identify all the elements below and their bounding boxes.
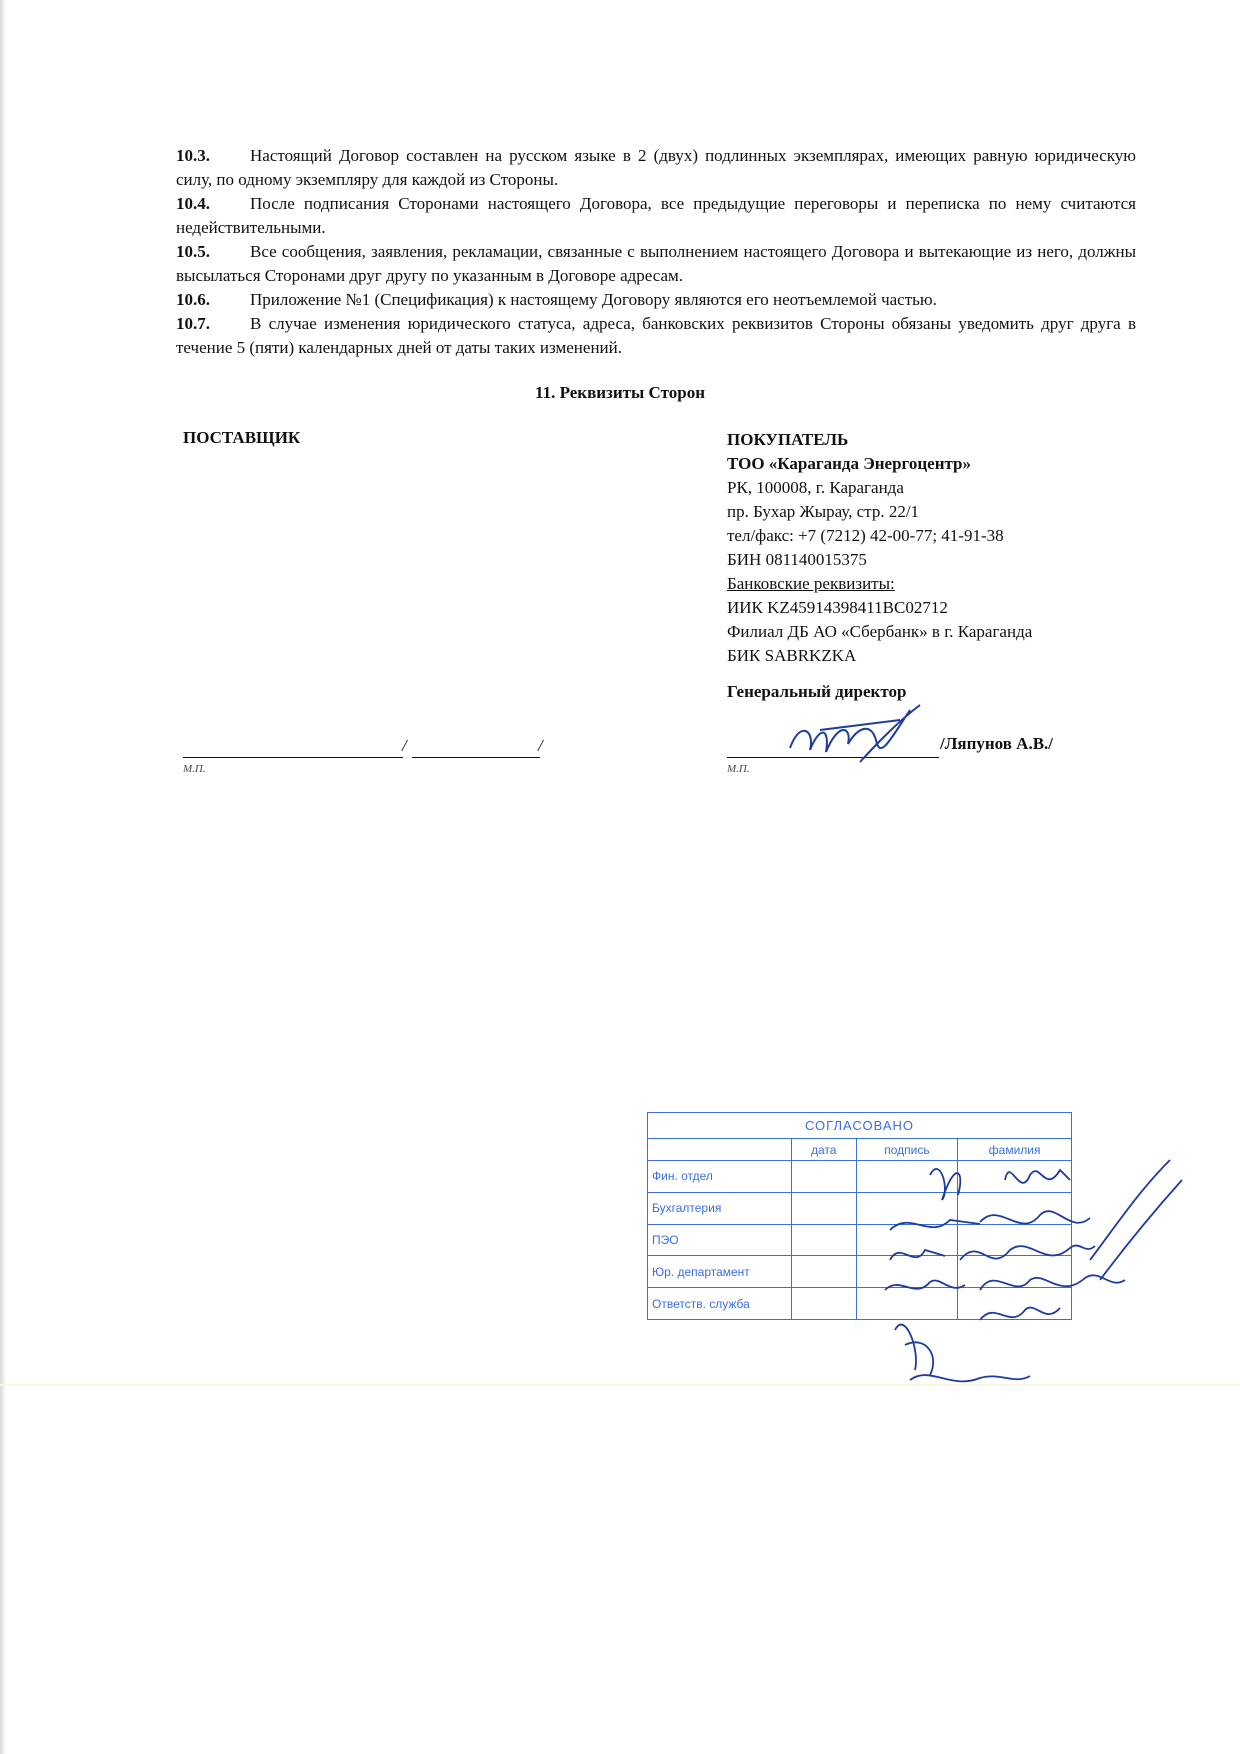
- supplier-signature-line: [183, 757, 403, 758]
- buyer-label: ПОКУПАТЕЛЬ: [727, 430, 849, 449]
- buyer-position: Генеральный директор: [727, 682, 907, 701]
- clause-text: Все сообщения, заявления, рекламации, связанные с выполнением настоящего Договора и вытекающие из него, должны высылаться Сторонами друг другу по указанным в Договоре адресам.: [176, 242, 1136, 285]
- slash-divider: /: [538, 736, 543, 755]
- buyer-details: [727, 428, 1032, 668]
- clause-10-3: [176, 144, 1136, 192]
- buyer-seal-place: М.П.: [727, 763, 750, 775]
- stamp-col-signature: подпись: [856, 1139, 958, 1161]
- stamp-title: СОГЛАСОВАНО: [648, 1113, 1072, 1139]
- supplier-label: ПОСТАВЩИК: [183, 428, 301, 447]
- stamp-col-date: дата: [792, 1139, 857, 1161]
- buyer-address-line2: пр. Бухар Жырау, стр. 22/1: [727, 502, 920, 521]
- scan-artifact-line: [0, 1384, 1240, 1386]
- supplier-seal-place: М.П.: [183, 763, 206, 775]
- clause-number: 10.7.: [176, 314, 210, 333]
- clause-10-5: [176, 240, 1136, 288]
- stamp-col-surname: фамилия: [958, 1139, 1072, 1161]
- clause-number: 10.6.: [176, 290, 210, 309]
- clause-text: Приложение №1 (Спецификация) к настоящему Договору являются его неотъемлемой частью.: [250, 290, 937, 309]
- clause-text: После подписания Сторонами настоящего Договора, все предыдущие переговоры и переписка по нему считаются недействительными.: [176, 194, 1136, 237]
- clause-number: 10.5.: [176, 242, 210, 261]
- stamp-row-label: Ответств. служба: [648, 1288, 792, 1320]
- clause-10-6: [176, 288, 1136, 312]
- clause-10-7: [176, 312, 1136, 360]
- clause-10-4: [176, 192, 1136, 240]
- stamp-header-blank: [648, 1139, 792, 1161]
- approval-handwriting: [870, 1150, 1190, 1390]
- buyer-address-line1: РК, 100008, г. Караганда: [727, 478, 904, 497]
- buyer-bank: Филиал ДБ АО «Сбербанк» в г. Караганда: [727, 622, 1033, 641]
- clause-number: 10.3.: [176, 146, 210, 165]
- stamp-row-label: Фин. отдел: [648, 1161, 792, 1193]
- buyer-signatory: /Ляпунов А.В./: [940, 734, 1054, 753]
- buyer-phone: тел/факс: +7 (7212) 42-00-77; 41-91-38: [727, 526, 1004, 545]
- bank-details-heading: Банковские реквизиты:: [727, 574, 895, 593]
- clause-text: В случае изменения юридического статуса, адреса, банковских реквизитов Стороны обязаны уведомить друг друга в течение 5 (пяти) календарных дней от даты таких изменений.: [176, 314, 1136, 357]
- section-heading: 11. Реквизиты Сторон: [535, 383, 705, 402]
- slash-divider: /: [402, 736, 407, 755]
- clause-number: 10.4.: [176, 194, 210, 213]
- scan-edge: [0, 0, 6, 1754]
- buyer-iik: ИИК KZ45914398411BC02712: [727, 598, 948, 617]
- buyer-bik: БИК SABRKZKA: [727, 646, 857, 665]
- supplier-name-line: [412, 757, 540, 758]
- buyer-bin: БИН 081140015375: [727, 550, 867, 569]
- clause-text: Настоящий Договор составлен на русском языке в 2 (двух) подлинных экземплярах, имеющих равную юридическую силу, по одному экземпляру для каждой из Стороны.: [176, 146, 1136, 189]
- buyer-name: ТОО «Караганда Энергоцентр»: [727, 454, 972, 473]
- stamp-row-label: Юр. департамент: [648, 1256, 792, 1288]
- handwritten-signature: [760, 700, 950, 770]
- stamp-row-label: ПЭО: [648, 1224, 792, 1256]
- stamp-row-label: Бухгалтерия: [648, 1192, 792, 1224]
